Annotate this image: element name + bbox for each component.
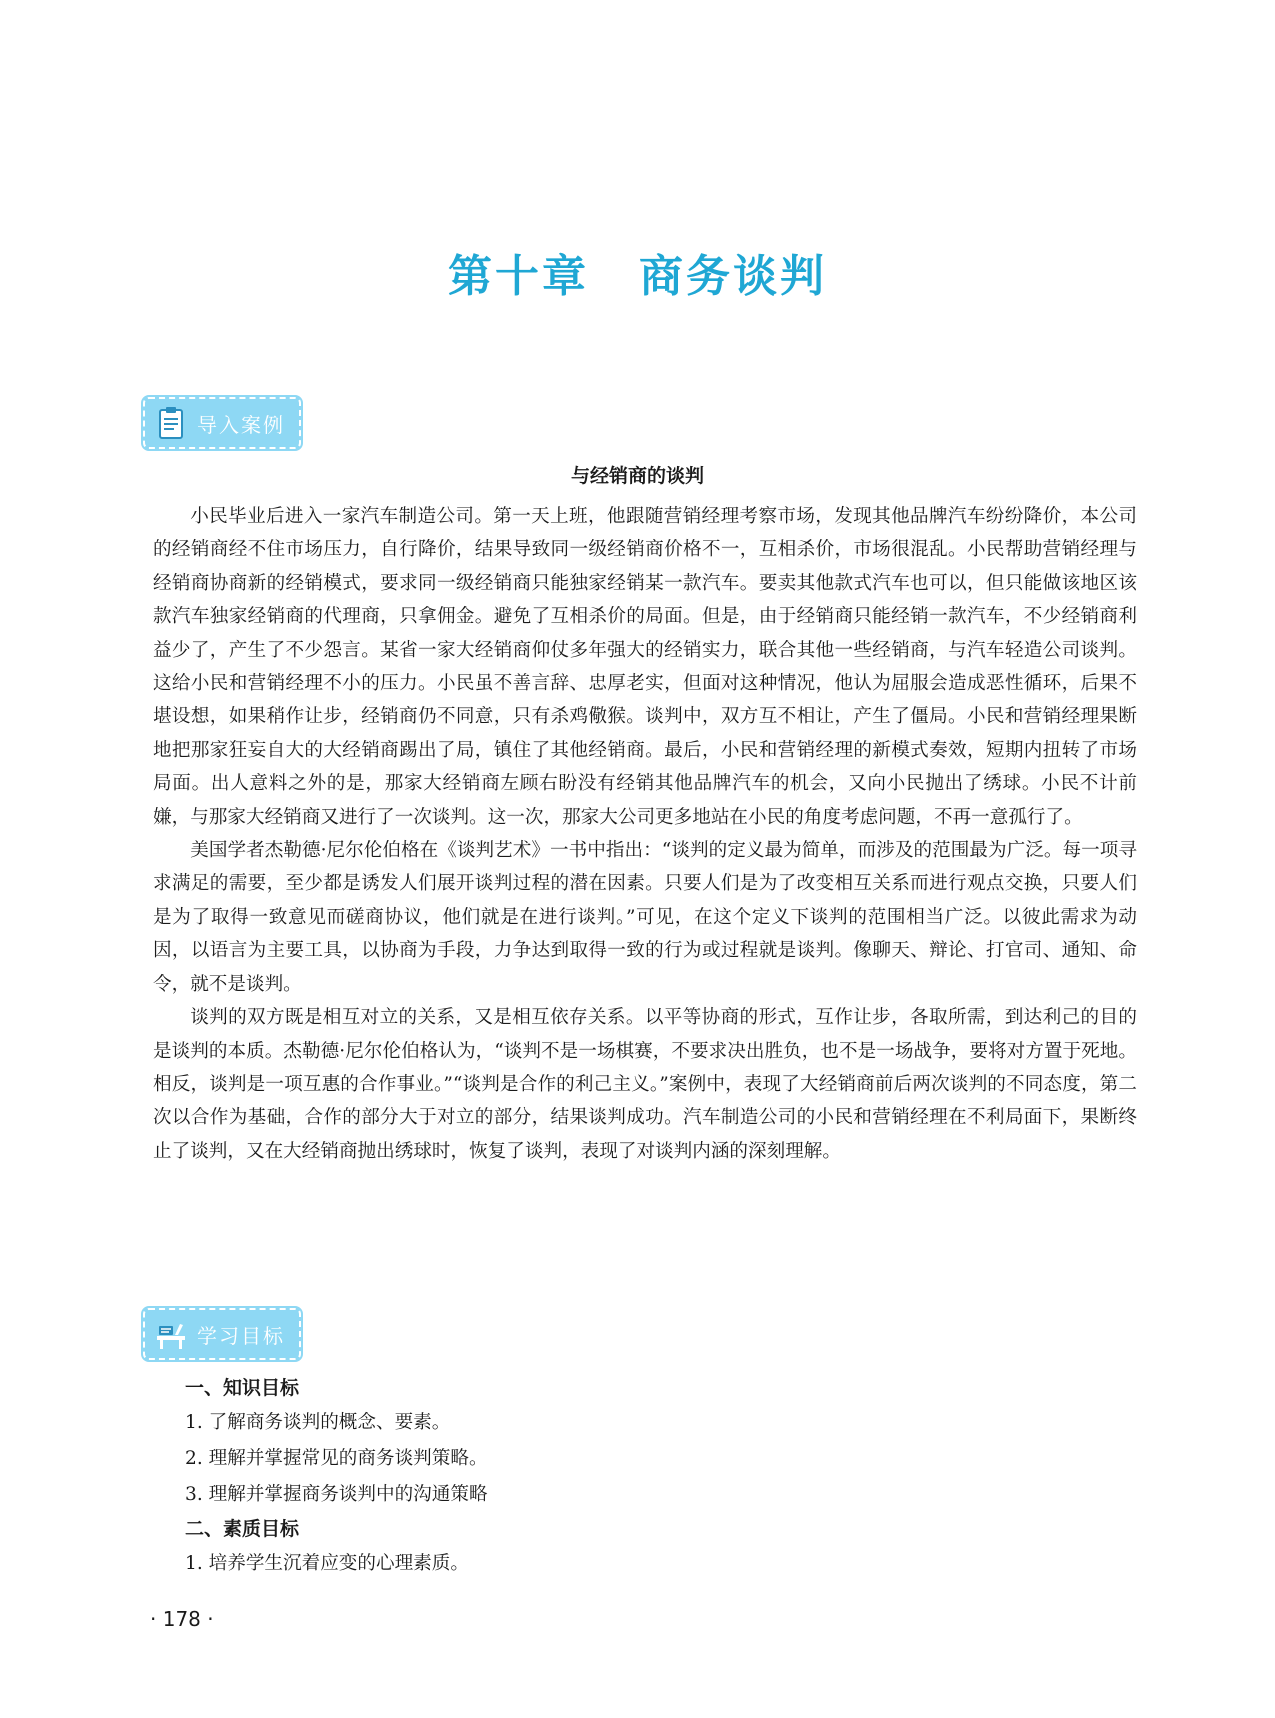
list-item: 3. 理解并掌握商务谈判中的沟通策略 — [185, 1484, 488, 1505]
paragraph: 美国学者杰勒德·尼尔伦伯格在《谈判艺术》一书中指出：“谈判的定义最为简单，而涉及的范围最为广泛。每一项寻求满足的需要，至少都是诱发人们展开谈判过程的潜在因素。只要人们是为了改变相互关系而进行观点交换，只要人们是为了取得一致意见而磋商协议，他们就是在进行谈判。”可见，在这个定义下谈判的范围相当广泛。以彼此需求为动因，以语言为主要工具，以协商为手段，力争达到取得一致的行为或过程就是谈判。像聊天、辩论、打官司、通知、命令，就不是谈判。 — [153, 840, 1137, 995]
page-number: · 178 · — [150, 1607, 214, 1631]
clipboard-icon — [153, 405, 189, 441]
list-item: 1. 培养学生沉着应变的心理素质。 — [185, 1553, 469, 1574]
quality-goals-heading: 二、素质目标 — [185, 1518, 300, 1540]
chapter-name: 商务谈判 — [639, 251, 827, 302]
chapter-number: 第十章 — [448, 251, 589, 302]
study-desk-icon — [153, 1316, 189, 1352]
intro-case-badge — [143, 397, 301, 449]
paragraph: 谈判的双方既是相互对立的关系，又是相互依存关系。以平等协商的形式，互作让步，各取所需，到达利己的目的是谈判的本质。杰勒德·尼尔伦伯格认为，“谈判不是一场棋赛，不要求决出胜负，也不是一场战争，要将对方置于死地。相反，谈判是一项互惠的合作事业。”“谈判是合作的利己主义。”案例中，表现了大经销商前后两次谈判的不同态度，第二次以合作为基础，合作的部分大于对立的部分，结果谈判成功。汽车制造公司的小民和营销经理在不利局面下，果断终止了谈判，又在大经销商抛出绣球时，恢复了谈判，表现了对谈判内涵的深刻理解。 — [153, 1007, 1137, 1162]
case-title: 与经销商的谈判 — [570, 465, 704, 487]
intro-case-label: 导入案例 — [197, 412, 285, 437]
knowledge-goals-heading: 一、知识目标 — [185, 1377, 300, 1399]
learning-goals-label: 学习目标 — [197, 1323, 285, 1348]
learning-goals — [185, 1372, 1085, 1582]
case-body — [153, 500, 1137, 1168]
paragraph: 小民毕业后进入一家汽车制造公司。第一天上班，他跟随营销经理考察市场，发现其他品牌汽车纷纷降价，本公司的经销商经不住市场压力，自行降价，结果导致同一级经销商价格不一，互相杀价，市场很混乱。小民帮助营销经理与经销商协商新的经销模式，要求同一级经销商只能独家经销某一款汽车。要卖其他款式汽车也可以，但只能做该地区该款汽车独家经销商的代理商，只拿佣金。避免了互相杀价的局面。但是，由于经销商只能经销一款汽车，不少经销商利益少了，产生了不少怨言。某省一家大经销商仰仗多年强大的经销实力，联合其他一些经销商，与汽车轻造公司谈判。这给小民和营销经理不小的压力。小民虽不善言辞、忠厚老实，但面对这种情况，他认为屈服会造成恶性循环，后果不堪设想，如果稍作让步，经销商仍不同意，只有杀鸡儆猴。谈判中，双方互不相让，产生了僵局。小民和营销经理果断地把那家狂妄自大的大经销商踢出了局，镇住了其他经销商。最后，小民和营销经理的新模式奏效，短期内扭转了市场局面。出人意料之外的是，那家大经销商左顾右盼没有经销其他品牌汽车的机会，又向小民抛出了绣球。小民不计前嫌，与那家大经销商又进行了一次谈判。这一次，那家大公司更多地站在小民的角度考虑问题，不再一意孤行了。 — [153, 506, 1137, 828]
chapter-title — [0, 240, 1275, 304]
learning-goals-badge — [143, 1308, 301, 1360]
list-item: 2. 理解并掌握常见的商务谈判策略。 — [185, 1448, 488, 1469]
list-item: 1. 了解商务谈判的概念、要素。 — [185, 1412, 451, 1433]
